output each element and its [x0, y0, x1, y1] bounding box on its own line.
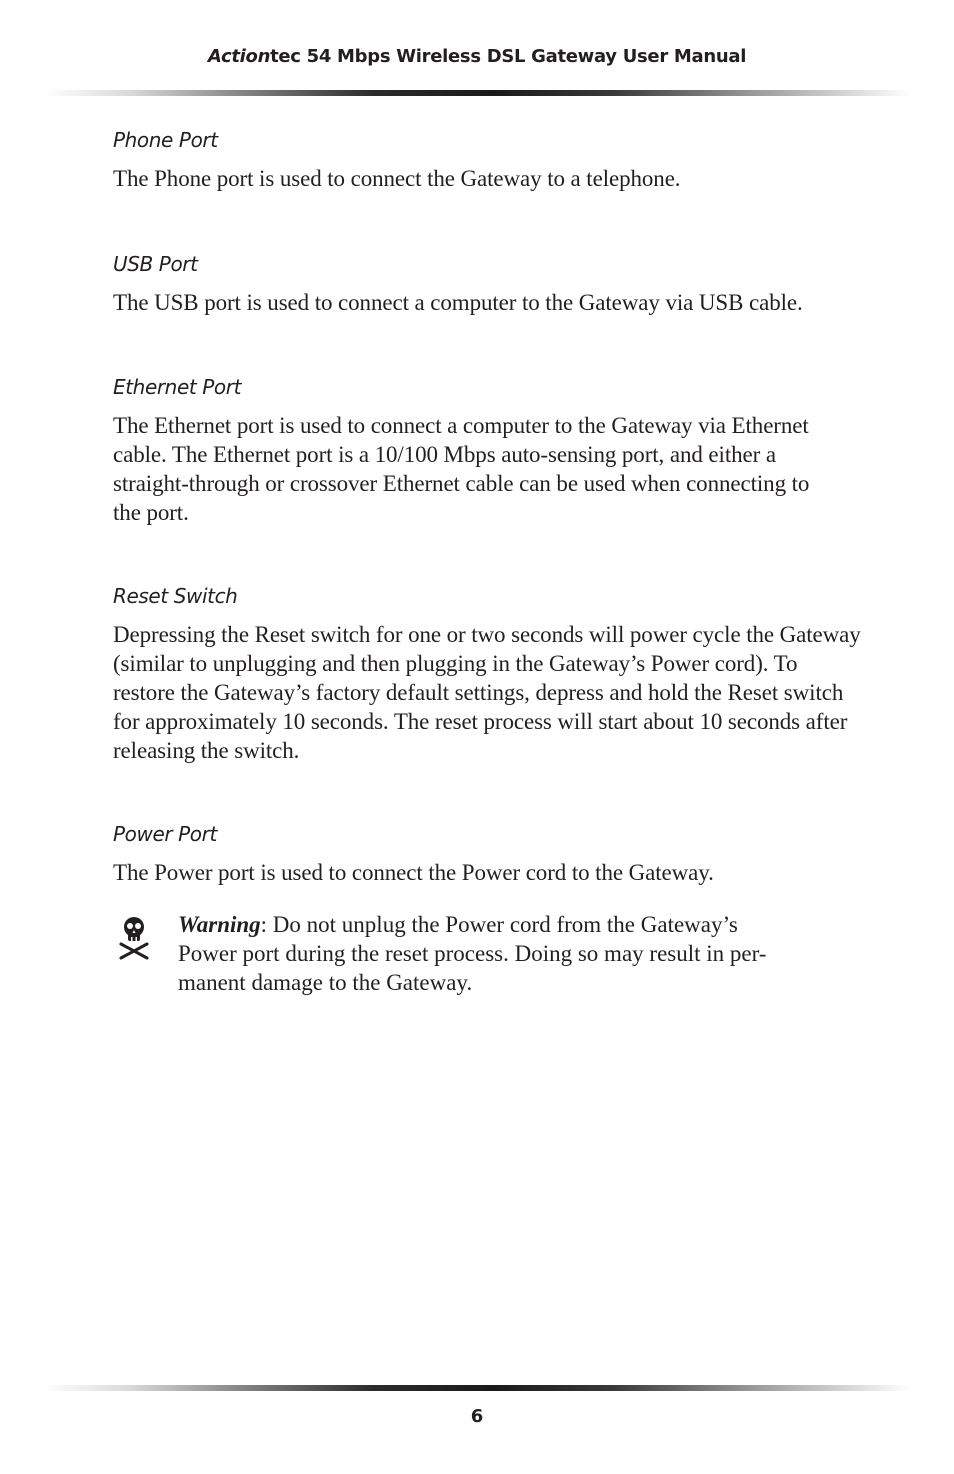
section-heading: Power Port	[113, 822, 217, 846]
section-heading: Ethernet Port	[113, 375, 242, 399]
body-line: straight-through or crossover Ethernet cable can be used when connecting to	[113, 471, 810, 496]
running-header	[0, 46, 954, 67]
section-reset-switch	[113, 582, 861, 765]
body-line: (similar to unplugging and then plugging in the Gateway’s Power cord). To	[113, 651, 798, 676]
warning-text	[178, 910, 788, 997]
section-body	[113, 411, 809, 527]
section-body: The Phone port is used to connect the Gateway to a telephone.	[113, 166, 681, 191]
body-line: the port.	[113, 500, 189, 525]
warning-line-text: : Do not unplug the Power cord from the Gateway’s	[260, 912, 738, 937]
section-heading: Phone Port	[113, 128, 218, 152]
body-line: The Ethernet port is used to connect a computer to the Gateway via Ethernet	[113, 413, 809, 438]
footer-divider	[44, 1385, 910, 1391]
skull-crossbones-icon	[117, 914, 151, 960]
body-line: for approximately 10 seconds. The reset process will start about 10 seconds after	[113, 709, 848, 734]
section-ethernet-port	[113, 373, 809, 527]
page-number: 6	[470, 1406, 484, 1427]
section-body	[113, 620, 861, 765]
body-line: restore the Gateway’s factory default settings, depress and hold the Reset switch	[113, 680, 844, 705]
section-heading: Reset Switch	[113, 584, 238, 608]
header-brand: Action	[207, 46, 271, 67]
section-phone-port	[113, 126, 680, 193]
warning-line: manent damage to the Gateway.	[178, 970, 473, 995]
body-line: cable. The Ethernet port is a 10/100 Mbps auto-sensing port, and either a	[113, 442, 776, 467]
body-line: Depressing the Reset switch for one or two seconds will power cycle the Gateway	[113, 622, 861, 647]
section-heading: USB Port	[113, 252, 198, 276]
section-power-port	[113, 820, 714, 887]
section-usb-port	[113, 250, 803, 317]
warning-label: Warning	[178, 912, 261, 937]
warning-line: Power port during the reset process. Doing so may result in per-	[178, 941, 767, 966]
header-divider	[44, 90, 910, 96]
header-title-text: tec 54 Mbps Wireless DSL Gateway User Manual	[270, 46, 747, 67]
warning-line	[178, 910, 788, 939]
body-line: releasing the switch.	[113, 738, 300, 763]
section-body: The USB port is used to connect a computer to the Gateway via USB cable.	[113, 290, 803, 315]
section-body: The Power port is used to connect the Power cord to the Gateway.	[113, 860, 714, 885]
